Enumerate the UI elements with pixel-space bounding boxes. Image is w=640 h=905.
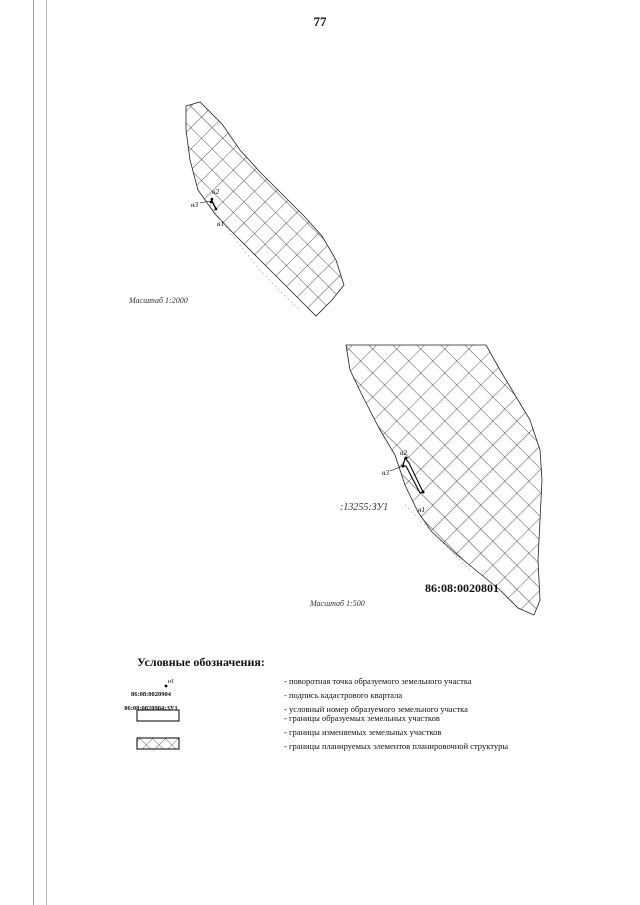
legend-title: Условные обозначения: [137,655,265,669]
legend-item-planning-elements [96,739,516,753]
legend-item-formed-boundaries [96,711,516,725]
turning-point-n2 [211,198,214,201]
turning-point-n3 [210,201,213,204]
page-number: 77 [313,14,327,29]
map-1 [186,102,344,316]
point-label-n1: н1 [217,220,224,228]
map-2 [340,345,542,615]
legend-item-quarter-label [96,688,516,702]
legend-item-turning-point [96,674,516,688]
point-label-n1: н1 [418,506,425,514]
legend-item-changed-boundaries [96,725,516,739]
legend-symbol-text: 86:08:0020904:ЗУ1 [124,705,178,712]
point-label-n2: н2 [400,449,407,457]
scale-label-1: Масштаб 1:2000 [129,296,188,305]
scale-label-2: Масштаб 1:500 [310,599,365,608]
point-label-n3: н3 [191,201,198,209]
legend-text: - условный номер образуемого земельного участка [284,704,468,714]
legend-symbol-text: 86:08:0020904 [130,691,172,698]
legend-text: - границы образуемых земельных участков [284,713,440,723]
legend-point-label: н1 [168,679,174,685]
turning-point-n1 [422,491,425,494]
point-label-n2: н2 [212,188,219,196]
legend-text: - границы планируемых элементов планировочной структуры [284,741,509,751]
turning-point-n3 [402,465,405,468]
turning-point-n1 [215,208,218,211]
point-label-n3: н3 [382,469,389,477]
legend-text: - поворотная точка образуемого земельного участка [284,676,472,686]
parcel-label: :13255:ЗУ1 [340,502,389,513]
planning-element-hatch [346,345,542,615]
legend-text: - подпись кадастрового квартала [284,690,403,700]
planning-element-hatch [186,102,344,316]
legend-text: - границы изменяемых земельных участков [284,727,442,737]
cadastral-quarter-code: 86:08:0020801 [425,581,499,595]
